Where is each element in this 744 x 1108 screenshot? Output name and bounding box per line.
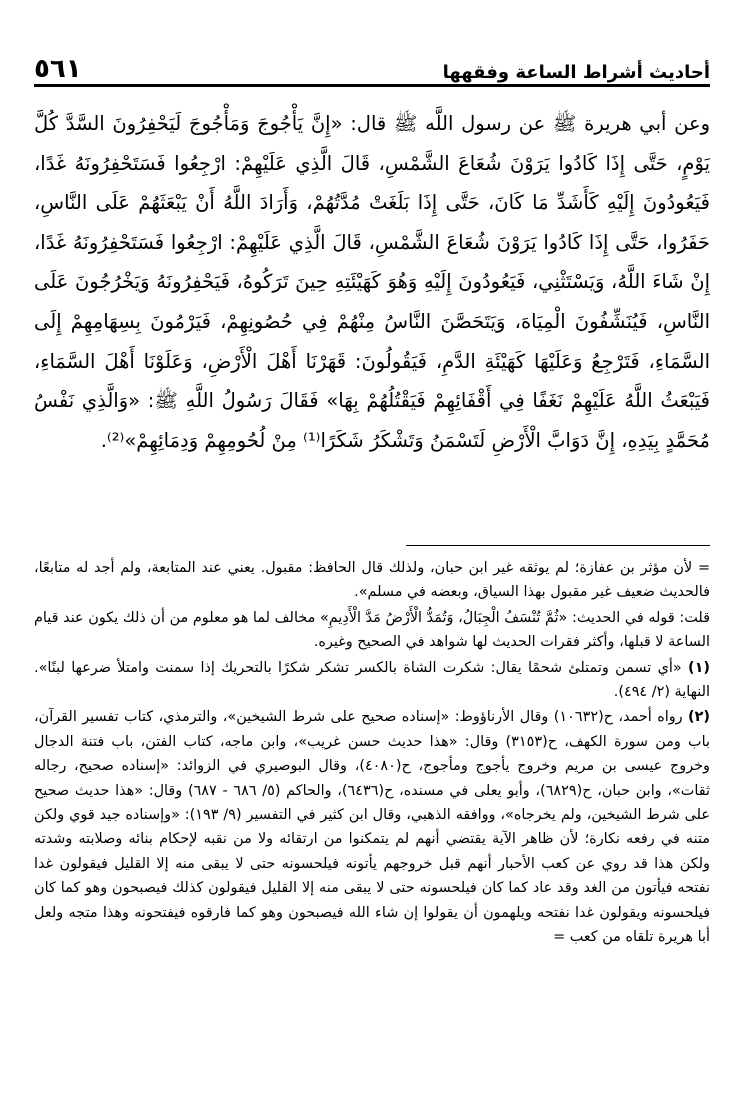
hadith-paragraph: وعن أبي هريرة ﷺ عن رسول اللَّه ﷺ قال: «إِنَّ يَأْجُوجَ وَمَأْجُوجَ لَيَحْفِرُونَ السَّدَّ كُلَّ يَوْمٍ، حَتَّى إِذَا كَادُوا يَرَوْنَ شُعَاعَ الشَّمْسِ، قَالَ الَّذِي عَلَيْهِمْ: ارْجِعُوا فَسَتَحْفِرُونَهُ غَدًا، فَيَعُودُونَ إِلَيْهِ كَأَشَدِّ مَا كَانَ، حَتَّى إِذَا بَلَغَتْ مُدَّتُهُمْ، وَأَرَادَ اللَّهُ أَنْ يَبْعَثَهُمْ عَلَى النَّاسِ، حَفَرُوا، حَتَّى إِذَا كَادُوا يَرَوْنَ شُعَاعَ الشَّمْسِ، قَالَ الَّذِي عَلَيْهِمْ: ارْجِعُوا فَسَتَحْفِرُونَهُ غَدًا، إِنْ شَاءَ اللَّهُ، وَيَسْتَثْنِي، فَيَعُودُونَ إِلَيْهِ وَهُوَ كَهَيْئَتِهِ حِينَ تَرَكُوهُ، فَيَحْفِرُونَهُ وَيَخْرُجُونَ عَلَى النَّاسِ، فَيُنَشِّفُونَ الْمِيَاهَ، وَيَتَحَصَّنَ النَّاسُ مِنْهُمْ فِي حُصُونِهِمْ، فَيَرْمُونَ بِسِهَامِهِمْ إِلَى السَّمَاءِ، فَتَرْجِعُ وَعَلَيْهَا كَهَيْئَةِ الدَّمِ، فَيَقُولُونَ: قَهَرْنَا أَهْلَ الْأَرْضِ، وَعَلَوْنَا أَهْلَ السَّمَاءِ، فَيَبْعَثُ اللَّهُ عَلَيْهِمْ نَغَفًا فِي أَقْفَائِهِمْ فَيَقْتُلُهُمْ بِهَا» فَقَالَ رَسُولُ اللَّهِ ﷺ: «وَالَّذِي نَفْسُ مُحَمَّدٍ بِيَدِهِ، إِنَّ دَوَابَّ الْأَرْضِ لَتَسْمَنُ وَتَشْكَرُ شَكَرًا⁽¹⁾ مِنْ لُحُومِهِمْ وَدِمَائِهِمْ»⁽²⁾. [34,112,710,452]
page-number: ٥٦١ [34,54,82,84]
header-rule [34,84,710,87]
footnote-1 [34,656,710,705]
footnote-continuation: = لأن مؤثر بن عفازة؛ لم يوثقه غير ابن حبان، ولذلك قال الحافظ: مقبول. يعني عند المتابعة، ولم أجد له متابعًا، فالحديث ضعيف غير مقبول بهذا السياق، وبعضه في مسلم». [34,560,710,601]
editor-note: قلت: قوله في الحديث: «ثُمَّ تُنْسَفُ الْجِبَالُ، وَتُمَدُّ الْأَرْضُ مَدَّ الْأَدِيمِ» مخالف لما هو معلوم من أن ذلك يكون عند قيام الساعة لا قبلها، وأكثر فقرات الحديث لها شواهد في الصحيح وغيره. [34,609,710,651]
footnote-1-text: «أي تسمن وتمتلئ شحمًا يقال: شكرت الشاة بالكسر تشكر شكرًا بالتحريك إذا سمنت وامتلأ ضرعها لبنًا». النهاية (٢/ ٤٩٤). [34,659,710,701]
footnote-2-text: رواه أحمد، ح(١٠٦٣٢) وقال الأرناؤوط: «إسناده صحيح على شرط الشيخين»، والترمذي، كتاب تفسير القرآن، باب ومن سورة الكهف، ح(٣١٥٣) وقال: «هذا حديث حسن غريب»، وابن ماجه، كتاب الفتن، باب فتنة الدجال وخروج عيسى بن مريم وخروج يأجوج ومأجوج، ح(٤٠٨٠)، وقال البوصيري في الزوائد: «إسناده صحيح، رجاله ثقات»، وابن حبان، ح(٦٨٢٩)، وأبو يعلى في مسنده، ح(٦٤٣٦)، والحاكم (٥/ ٦٨٦ - ٦٨٧) وقال: «هذا حديث صحيح على شرط الشيخين، ولم يخرجاه»، ووافقه الذهبي، وقال ابن كثير في التفسير (٩/ ١٩٣): «وإسناده جيد قوي ولكن متنه في رفعه نكارة؛ لأن ظاهر الآية يقتضي أنهم لم يتمكنوا من ارتقائه ولا من نقبه لإحكام بنائه وصلابته وشدته ولكن هذا قد روي عن كعب الأحبار أنهم قبل خروجهم يأتونه فيلحسونه حتى لا يبقى منه إلا القليل فيقولون غدا نفتحه فيأتون من الغد وقد عاد كما كان فيلحسونه حتى لا يبقى منه إلا القليل فيقولون كذلك فيصبحون وهو كما كان فيلحسونه ويقولون غدا نفتحه ويلهمون أن يقولوا إن شاء الله فيصبحون وهو كما فارقوه فيفتحونه وهذا متجه ولعل أبا هريرة تلقاه من كعب = [34,709,710,946]
footnote-2 [34,705,710,949]
footnote-separator [406,545,710,546]
running-title: أحاديث أشراط الساعة وفقهها [442,62,710,83]
page-header [34,40,710,82]
footnote-1-marker: (١) [688,659,710,676]
footnotes-section [34,556,710,950]
footnote-2-marker: (٢) [688,709,710,726]
